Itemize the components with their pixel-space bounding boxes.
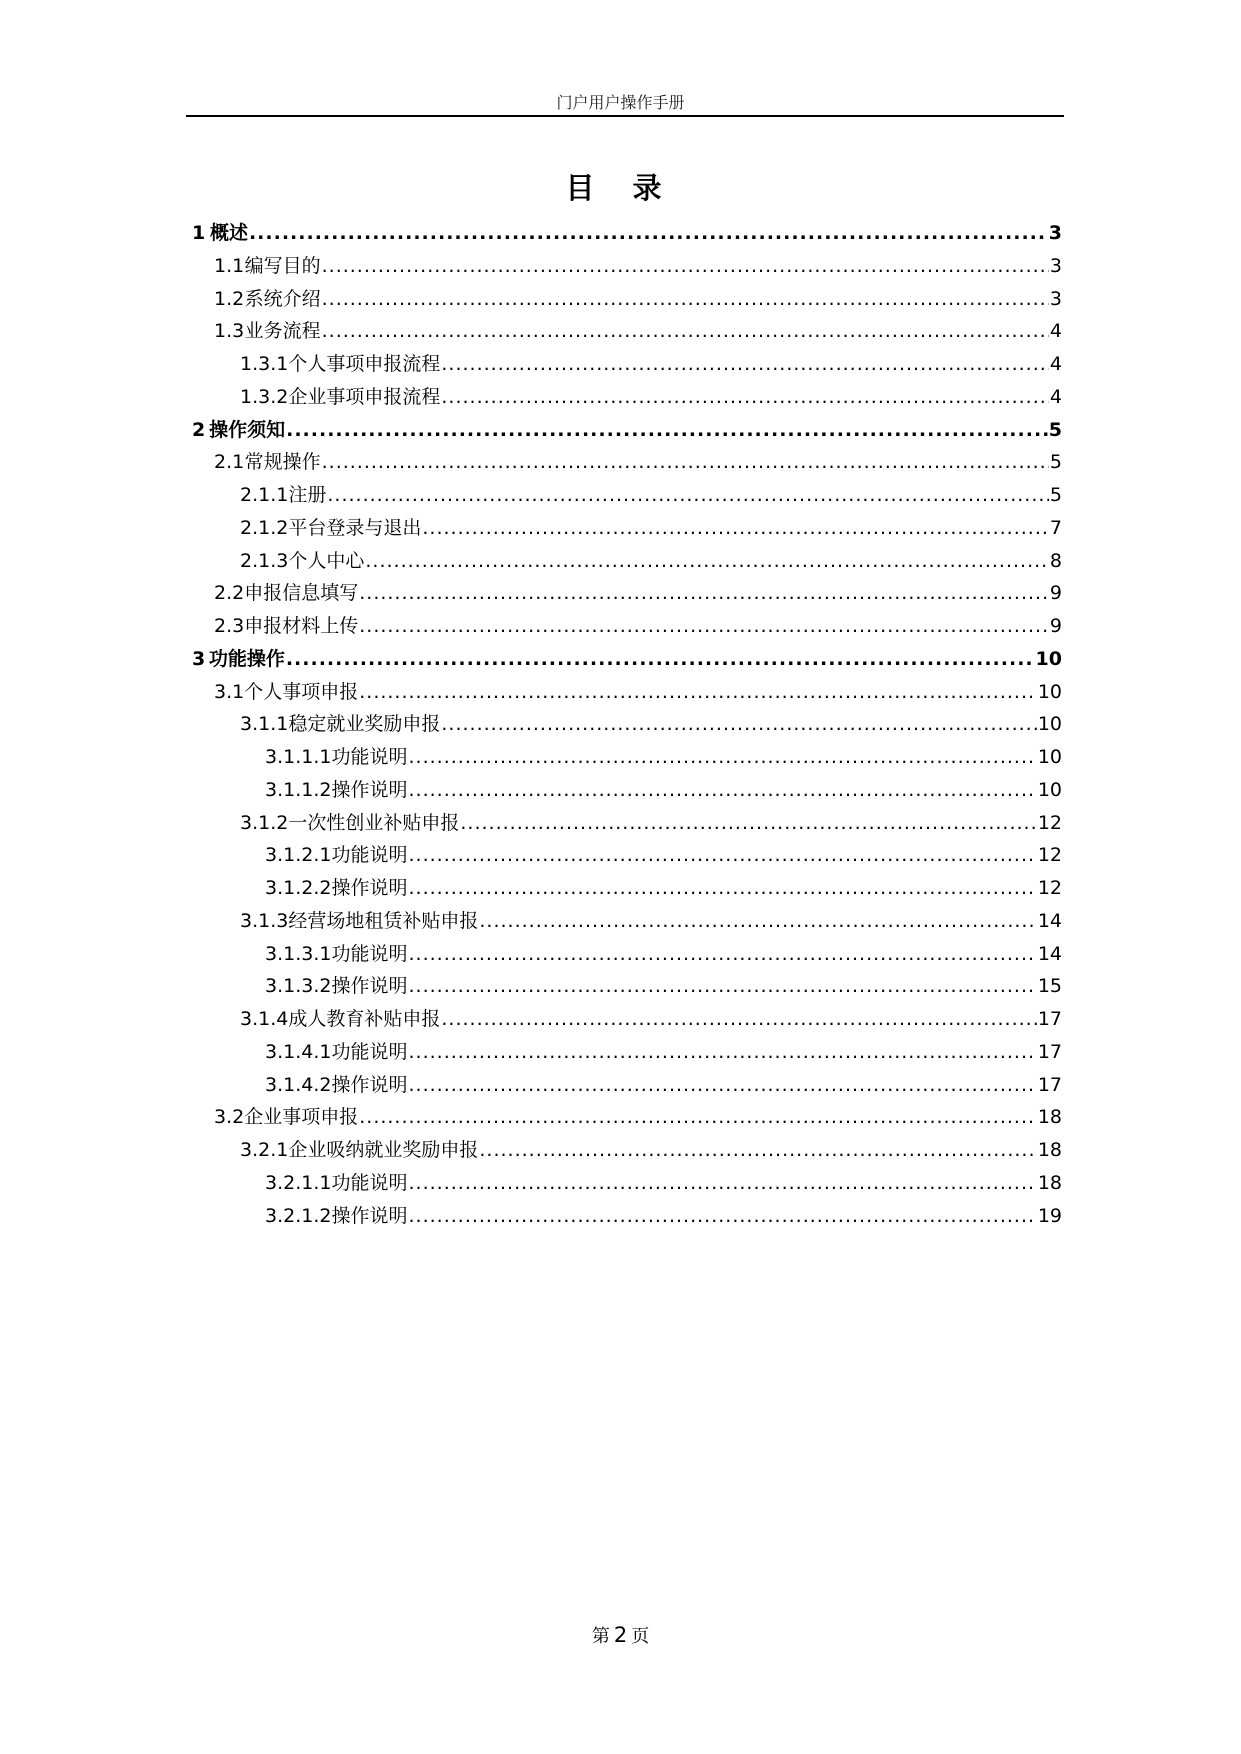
dot-leader (409, 877, 1037, 899)
toc-entry-number: 3.1.4 (240, 1008, 289, 1030)
toc-entry-title: 编写目的 (244, 254, 321, 277)
toc-entry-number: 1.2 (214, 287, 245, 310)
toc-entry-number: 2 (192, 418, 206, 441)
dot-leader (322, 451, 1049, 473)
page-number: 2 (613, 1623, 628, 1647)
toc-entry-number: 3.1.3.2 (265, 975, 332, 998)
toc-entry-page: 10 (1037, 778, 1062, 801)
toc-entry-number: 3.2.1.2 (265, 1204, 332, 1227)
toc-entry-title: 功能说明 (331, 1171, 408, 1194)
dot-leader (409, 779, 1037, 801)
toc-entry-page: 12 (1037, 877, 1062, 899)
header-divider (186, 115, 1064, 117)
toc-entry[interactable] (186, 251, 1062, 284)
toc-entry-number: 3.1.2.1 (265, 844, 332, 867)
dot-leader (249, 222, 1048, 244)
toc-entry[interactable] (186, 1004, 1062, 1037)
toc-entry[interactable] (186, 480, 1062, 513)
toc-entry-title: 操作说明 (331, 877, 408, 899)
toc-entry-page: 18 (1037, 1171, 1062, 1194)
toc-entry[interactable] (186, 677, 1062, 710)
toc-entry-page: 10 (1035, 647, 1062, 670)
toc-entry-number: 3.1.3 (240, 909, 289, 932)
toc-entry[interactable] (186, 1102, 1062, 1135)
dot-leader (322, 320, 1049, 342)
toc-entry-number: 3.2 (214, 1106, 245, 1129)
toc-entry[interactable] (186, 1201, 1062, 1234)
toc-entry[interactable] (186, 513, 1062, 546)
toc-entry[interactable] (186, 578, 1062, 611)
toc-entry-page: 5 (1049, 484, 1062, 506)
dot-leader (441, 713, 1036, 735)
toc-entry-title: 申报信息填写 (244, 582, 359, 605)
toc-entry-title: 申报材料上传 (244, 615, 359, 637)
toc-entry-number: 3.1.4.1 (265, 1040, 332, 1063)
toc-entry-page: 17 (1037, 1008, 1062, 1030)
dot-leader (409, 1172, 1037, 1194)
toc-entry-page: 3 (1049, 254, 1062, 277)
dot-leader (409, 943, 1037, 965)
dot-leader (409, 844, 1037, 866)
toc-entry-title: 操作说明 (331, 1204, 408, 1227)
dot-leader (322, 255, 1049, 277)
toc-entry[interactable] (186, 775, 1062, 808)
dot-leader (359, 1106, 1037, 1128)
toc-entry[interactable] (186, 644, 1062, 677)
toc-entry-title: 操作须知 (209, 418, 286, 441)
toc-entry-title: 系统介绍 (244, 287, 321, 310)
toc-entry-title: 稳定就业奖励申报 (288, 713, 441, 736)
dot-leader (359, 681, 1037, 703)
toc-entry-page: 14 (1037, 942, 1062, 965)
toc-entry-number: 2.2 (214, 582, 245, 605)
toc-entry-number: 2.1.3 (240, 549, 289, 572)
toc-entry-number: 1.1 (214, 254, 245, 277)
toc-entry-title: 功能说明 (331, 844, 408, 867)
toc-entry-title: 企业事项申报 (244, 1106, 359, 1129)
toc-entry-page: 18 (1037, 1106, 1062, 1129)
dot-leader (409, 975, 1037, 997)
toc-entry-title: 一次性创业补贴申报 (288, 811, 460, 834)
toc-entry-page: 4 (1049, 385, 1062, 408)
toc-entry-title: 功能操作 (208, 647, 285, 670)
toc-entry[interactable] (186, 415, 1062, 448)
toc-entry-page: 9 (1049, 615, 1062, 637)
toc-entry[interactable] (186, 873, 1062, 906)
toc-entry-page: 17 (1037, 1040, 1062, 1063)
toc-entry[interactable] (186, 709, 1062, 742)
toc-entry-page: 15 (1037, 975, 1062, 998)
toc-entry-number: 2.3 (214, 615, 245, 637)
running-header: 门户用户操作手册 (556, 93, 685, 112)
toc-entry[interactable] (186, 284, 1062, 317)
toc-entry[interactable] (186, 316, 1062, 349)
dot-leader (441, 1008, 1036, 1030)
toc-entry[interactable] (186, 447, 1062, 480)
toc-entry-title: 操作说明 (331, 975, 408, 998)
toc-entry-number: 2.1 (214, 451, 245, 474)
page-footer (0, 1622, 1241, 1648)
toc-title: 目 录 (565, 171, 676, 205)
toc-entry-page: 3 (1049, 287, 1062, 310)
toc-entry-number: 2.1.1 (240, 484, 289, 506)
toc-entry-title: 业务流程 (244, 320, 321, 343)
dot-leader (359, 582, 1049, 604)
toc-entry-page: 4 (1049, 353, 1062, 375)
dot-leader (409, 1205, 1037, 1227)
toc-entry-number: 3.1.2.2 (265, 877, 332, 899)
toc-entry[interactable] (186, 1135, 1062, 1168)
toc-entry-page: 10 (1037, 746, 1062, 768)
dot-leader (409, 746, 1037, 768)
dot-leader (365, 550, 1049, 572)
toc-entry-number: 3.2.1 (240, 1139, 289, 1161)
toc-entry-title: 注册 (288, 484, 327, 506)
toc-entry-title: 经营场地租赁补贴申报 (288, 909, 479, 932)
toc-entry-title: 个人中心 (288, 549, 365, 572)
dot-leader (409, 1074, 1037, 1096)
toc-entry-page: 10 (1037, 713, 1062, 736)
toc-entry-page: 12 (1037, 811, 1062, 834)
toc-entry-title: 功能说明 (331, 1040, 408, 1063)
dot-leader (286, 648, 1035, 670)
toc-entry-title: 个人事项申报 (244, 680, 359, 703)
toc-entry[interactable] (186, 840, 1062, 873)
toc-entry-page: 12 (1037, 844, 1062, 867)
footer-prefix: 第 (591, 1626, 610, 1647)
toc-entry-number: 3.1.1.2 (265, 778, 332, 801)
toc-entry-page: 8 (1049, 549, 1062, 572)
footer-suffix: 页 (631, 1626, 650, 1647)
toc-entry-title: 操作说明 (331, 778, 408, 801)
toc-entry-number: 1 (192, 222, 206, 244)
toc-entry-title: 概述 (209, 222, 248, 244)
dot-leader (479, 910, 1036, 932)
dot-leader (322, 288, 1049, 310)
toc-entry[interactable] (186, 906, 1062, 939)
dot-leader (479, 1139, 1036, 1161)
toc-entry-number: 3.2.1.1 (265, 1171, 332, 1194)
dot-leader (441, 386, 1049, 408)
toc-entry-title: 企业吸纳就业奖励申报 (288, 1139, 479, 1161)
toc-entry-page: 19 (1037, 1204, 1062, 1227)
toc-entry-number: 3.1.4.2 (265, 1073, 332, 1096)
toc-entry[interactable] (186, 742, 1062, 775)
toc-entry[interactable] (186, 971, 1062, 1004)
toc-entry-page: 7 (1049, 516, 1062, 539)
toc-entry[interactable] (186, 546, 1062, 579)
toc-entry-page: 18 (1037, 1139, 1062, 1161)
toc-entry-page: 3 (1048, 222, 1062, 244)
toc-entry-title: 个人事项申报流程 (288, 353, 441, 375)
toc-entry-number: 3.1.1.1 (265, 746, 332, 768)
toc-entry-number: 3.1.3.1 (265, 942, 332, 965)
toc-entry[interactable] (186, 1070, 1062, 1103)
toc-entry-number: 1.3 (214, 320, 245, 343)
toc-entry-page: 5 (1048, 418, 1062, 441)
dot-leader (409, 1041, 1037, 1063)
dot-leader (359, 615, 1049, 637)
dot-leader (286, 419, 1048, 441)
toc-entry[interactable] (186, 611, 1062, 644)
toc-entry[interactable] (186, 218, 1062, 251)
dot-leader (460, 812, 1036, 834)
toc-entry-page: 10 (1037, 680, 1062, 703)
toc-entry-number: 2.1.2 (240, 516, 289, 539)
toc-entry-page: 17 (1037, 1073, 1062, 1096)
dot-leader (441, 353, 1049, 375)
toc-entry-number: 3.1.2 (240, 811, 289, 834)
toc-entry-page: 9 (1049, 582, 1062, 605)
toc-entry[interactable] (186, 349, 1062, 382)
dot-leader (327, 484, 1049, 506)
toc-entry-number: 1.3.2 (240, 385, 289, 408)
toc-entry-page: 4 (1049, 320, 1062, 343)
toc-entry-number: 3.1 (214, 680, 245, 703)
toc-entry-number: 1.3.1 (240, 353, 289, 375)
toc-entry-title: 成人教育补贴申报 (288, 1008, 441, 1030)
toc-entry-title: 功能说明 (331, 942, 408, 965)
toc-entry[interactable] (186, 382, 1062, 415)
toc-entry-page: 5 (1049, 451, 1062, 474)
toc-entry[interactable] (186, 1037, 1062, 1070)
dot-leader (422, 517, 1049, 539)
toc-entry[interactable] (186, 808, 1062, 841)
toc-entry-page: 14 (1037, 909, 1062, 932)
toc-entry[interactable] (186, 939, 1062, 972)
table-of-contents (186, 218, 1062, 1233)
toc-entry-title: 企业事项申报流程 (288, 385, 441, 408)
toc-entry-title: 平台登录与退出 (288, 516, 422, 539)
toc-entry-number: 3.1.1 (240, 713, 289, 736)
toc-entry-title: 功能说明 (331, 746, 408, 768)
toc-entry-number: 3 (192, 647, 206, 670)
toc-entry-title: 常规操作 (244, 451, 321, 474)
toc-entry[interactable] (186, 1168, 1062, 1201)
toc-entry-title: 操作说明 (331, 1073, 408, 1096)
